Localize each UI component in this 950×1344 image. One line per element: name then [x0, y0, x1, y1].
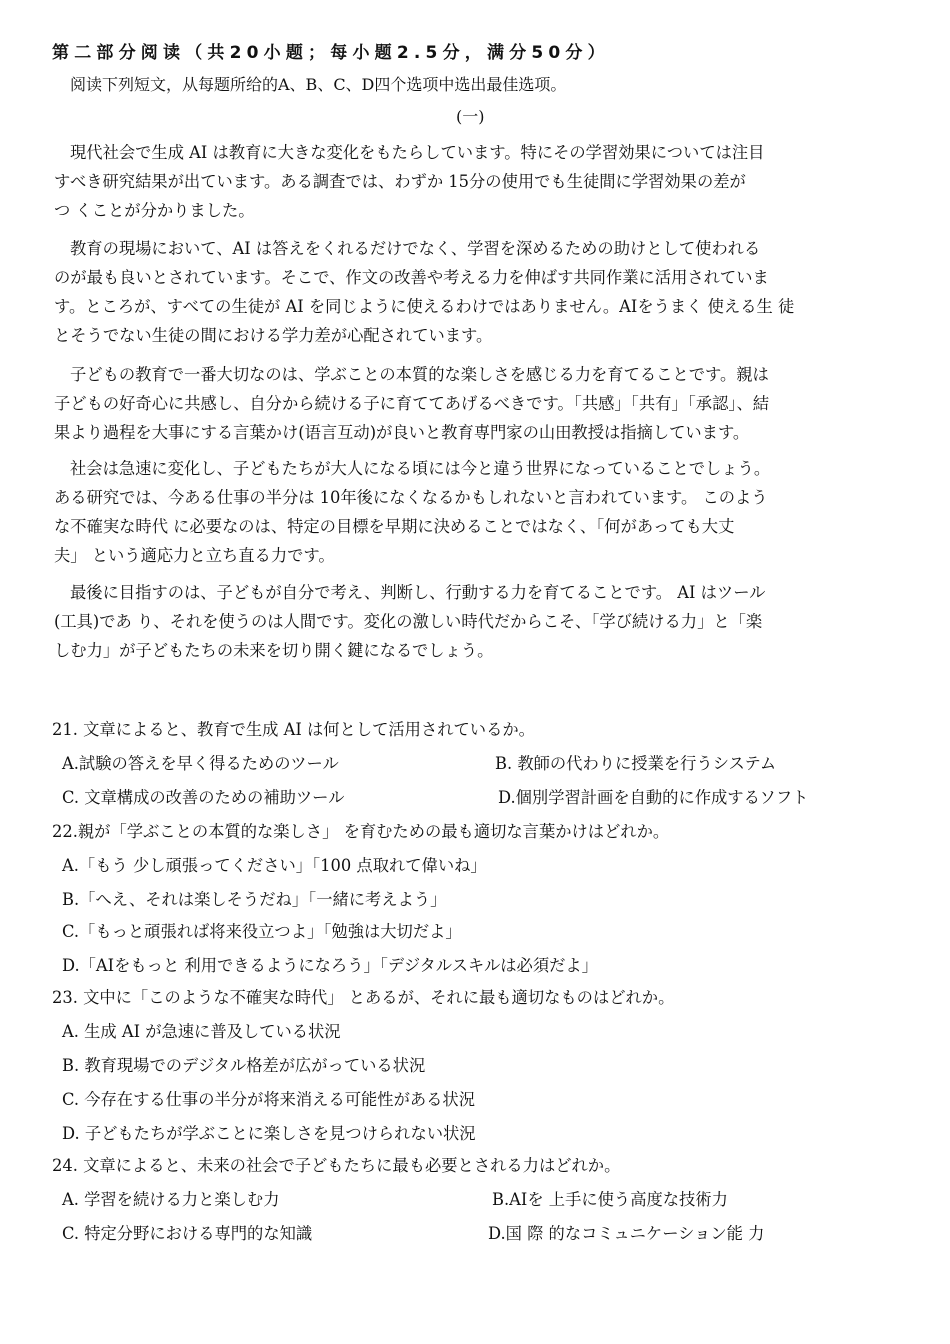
paragraph-line: 教育の現場において、AI は答えをくれるだけでなく、学習を深めるための助けとして使われる — [70, 239, 761, 258]
passage-paragraph-3 — [54, 360, 888, 447]
option-b: B.「へえ、それは楽しそうだね」「一緒に考えよう」 — [62, 890, 447, 909]
option-b: B.AIを 上手に使う高度な技術力 — [492, 1190, 728, 1209]
section-instruction: 阅读下列短文，从每题所给的A、B、C、D四个选项中选出最佳选项。 — [70, 75, 567, 94]
paragraph-line: ある研究では、今ある仕事の半分は 10年後になくなるかもしれないと言われています。 このよう — [54, 488, 768, 507]
option-b: B. 教師の代わりに授業を行うシステム — [495, 754, 777, 773]
paragraph-line: 現代社会で生成 AI は教育に大きな変化をもたらしています。特にその学習効果については注目 — [70, 143, 765, 162]
paragraph-line: な不確実な時代 に必要なのは、特定の目標を早期に決めることではなく、「何があっても大丈 — [54, 517, 735, 536]
paragraph-line: つ くことが分かりました。 — [54, 201, 255, 220]
option-a: A.試験の答えを早く得るためのツール — [62, 754, 339, 773]
paragraph-line: 社会は急速に変化し、子どもたちが大人になる頃には今と違う世界になっていることでしょう。 — [70, 459, 771, 478]
option-d: D.個別学習計画を自動的に作成するソフト — [498, 788, 809, 807]
paragraph-line: とそうでない生徒の間における学力差が心配されています。 — [54, 326, 493, 345]
paragraph-line: 子どもの好奇心に共感し、自分から続ける子に育ててあげるべきです。「共感」「共有」「承認」、結 — [54, 394, 770, 413]
paragraph-line: (工具)であ り、それを使うのは人間です。変化の激しい時代だからこそ、「学び続ける力」と「楽 — [54, 612, 763, 631]
paragraph-line: 子どもの教育で一番大切なのは、学ぶことの本質的な楽しさを感じる力を育てることです。親は — [70, 365, 769, 384]
passage-number: (一) — [456, 107, 485, 126]
question-stem: 21. 文章によると、教育で生成 AI は何として活用されているか。 — [52, 720, 535, 739]
question-stem: 24. 文章によると、未来の社会で子どもたちに最も必要とされる力はどれか。 — [52, 1156, 621, 1175]
option-d: D. 子どもたちが学ぶことに楽しさを見つけられない状況 — [62, 1124, 476, 1143]
passage-paragraph-2 — [54, 234, 888, 350]
question-stem: 22.親が「学ぶことの本質的な楽しさ」 を育むための最も適切な言葉かけはどれか。 — [52, 822, 670, 841]
option-a: A. 学習を続ける力と楽しむ力 — [62, 1190, 280, 1209]
section-title: 第二部分阅读（共20小题；每小题2.5分，满分50分） — [52, 43, 610, 63]
option-a: A.「もう 少し頑張ってください」「100 点取れて偉いね」 — [62, 856, 487, 875]
option-c: C. 文章構成の改善のための補助ツール — [62, 788, 345, 807]
option-c: C. 特定分野における専門的な知識 — [62, 1224, 313, 1243]
passage-paragraph-1 — [54, 138, 888, 225]
passage-paragraph-4 — [54, 454, 888, 570]
paragraph-line: 夫」 という適応力と立ち直る力です。 — [54, 546, 335, 565]
option-c: C.「もっと頑張れば将来役立つよ」「勉強は大切だよ」 — [62, 922, 462, 941]
passage-paragraph-5 — [54, 578, 888, 665]
paragraph-line: 最後に目指すのは、子どもが自分で考え、判断し、行動する力を育てることです。 AI はツール — [70, 583, 766, 602]
paragraph-line: しむ力」が子どもたちの未来を切り開く鍵になるでしょう。 — [54, 641, 494, 660]
question-stem: 23. 文中に「このような不確実な時代」 とあるが、それに最も適切なものはどれか。 — [52, 988, 675, 1007]
paragraph-line: のが最も良いとされています。そこで、作文の改善や考える力を伸ばす共同作業に活用されていま — [54, 268, 769, 287]
paragraph-line: す。ところが、すべての生徒が AI を同じように使えるわけではありません。AIをうまく 使える生 徒 — [54, 297, 795, 316]
option-c: C. 今存在する仕事の半分が将来消える可能性がある状況 — [62, 1090, 475, 1109]
paragraph-line: 果より過程を大事にする言葉かけ(语言互动)が良いと教育専門家の山田教授は指摘しています。 — [54, 423, 750, 442]
option-d: D.国 際 的なコミュニケーション能 力 — [488, 1224, 765, 1243]
option-a: A. 生成 AI が急速に普及している状況 — [62, 1022, 341, 1041]
paragraph-line: すべき研究結果が出ています。ある調査では、わずか 15分の使用でも生徒間に学習効果の差が — [54, 172, 746, 191]
option-d: D.「AIをもっと 利用できるようになろう」「デジタルスキルは必須だよ」 — [62, 956, 598, 975]
option-b: B. 教育現場でのデジタル格差が広がっている状況 — [62, 1056, 426, 1075]
